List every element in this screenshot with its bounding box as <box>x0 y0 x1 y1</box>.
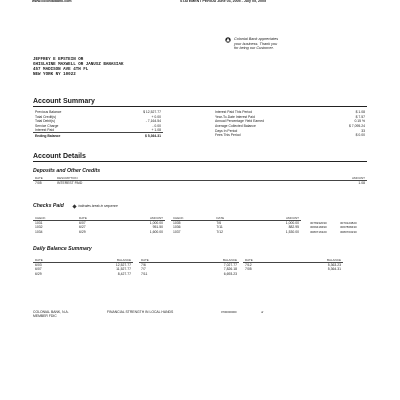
balance-amount: 11,527.77 <box>116 267 131 272</box>
summary-label: Interest Paid This Period <box>215 110 253 115</box>
summary-value: $ 7.57 <box>355 114 365 119</box>
bank-message-line: Colonial Bank appreciates <box>234 37 279 41</box>
check-date: 7/12 <box>216 230 223 235</box>
check-number: 1036 <box>173 225 181 230</box>
check-amount: 951.50 <box>152 225 163 230</box>
deposit-date: 7/05 <box>35 181 42 186</box>
summary-value: $ 5,364.31 <box>109 133 163 138</box>
check-code: 3070123820 <box>340 220 357 225</box>
balance-row <box>243 267 343 272</box>
column-header: BALANCE <box>71 258 133 263</box>
column-header: DATE <box>214 216 249 221</box>
deposits-heading: Deposits and Other Credits <box>33 168 101 174</box>
check-amount: 882.95 <box>288 225 299 230</box>
balance-date: 6/07 <box>35 267 42 272</box>
address-line: GHISLAINE MAXWELL OR JANUSZ BANASIAK <box>33 63 124 67</box>
balance-row <box>139 272 239 277</box>
deposit-row <box>33 181 367 186</box>
footer-slogan: FINANCIAL STRENGTH IN LOCAL HANDS <box>107 310 174 314</box>
mailing-address <box>33 58 123 78</box>
check-row <box>33 230 165 235</box>
summary-label: Ending Balance <box>33 133 109 138</box>
check-row <box>171 230 301 235</box>
bank-message <box>225 37 305 57</box>
column-header: AMOUNT <box>250 216 301 221</box>
check-date: 7/6 <box>216 221 222 226</box>
column-header: CHECK <box>171 216 214 221</box>
footer-code: 0700000000 <box>221 310 237 314</box>
check-amount: 1,000.00 <box>285 221 299 226</box>
summary-label: Annual Percentage Yield Earned <box>215 119 265 124</box>
check-image-codes <box>308 216 368 234</box>
check-amount: 1,530.00 <box>285 230 299 235</box>
column-header: AMOUNT <box>113 216 165 221</box>
daily-balance-table <box>139 258 239 276</box>
summary-value: $ 1.08 <box>355 110 365 115</box>
check-code-row <box>308 230 368 235</box>
checks-paid-title: Checks Paid <box>33 203 64 209</box>
balance-amount: 5,363.23 <box>327 263 341 268</box>
balance-amount: 7,826.18 <box>223 267 237 272</box>
daily-balance-heading: Daily Balance Summary <box>33 246 92 252</box>
balance-amount: 7,027.77 <box>223 263 237 268</box>
summary-value: 33 <box>361 128 365 133</box>
summary-value: + 1.08 <box>151 128 161 133</box>
column-header: DATE <box>139 258 179 263</box>
column-header: BALANCE <box>283 258 343 263</box>
balance-amount: 5,364.31 <box>327 267 341 272</box>
deposits-table <box>33 176 367 185</box>
check-amount: 1,600.00 <box>149 230 163 235</box>
column-header: DESCRIPTION <box>55 176 252 181</box>
summary-value: - 0.00 <box>152 124 161 129</box>
check-code: 3080703230 <box>340 230 357 235</box>
summary-label: Fees This Period <box>215 133 241 138</box>
column-header: DATE <box>77 216 113 221</box>
summary-value: $ 0.00 <box>355 133 365 138</box>
bank-message-line: for being our Customer. <box>234 46 274 51</box>
check-number: 1034 <box>35 230 43 235</box>
balance-date: 6/29 <box>35 272 42 277</box>
check-date: 7/11 <box>216 225 223 230</box>
check-amount: 1,000.00 <box>149 221 163 226</box>
statement-period: STATEMENT PERIOD June 03, 2005 - July 05, 2005 <box>180 0 266 3</box>
summary-label: Previous Balance <box>35 110 62 115</box>
summary-row-ending <box>33 133 163 138</box>
address-line: 457 MADISON AVE 4TH FL <box>33 68 89 72</box>
check-number: 1032 <box>35 225 43 230</box>
check-number: 1037 <box>173 230 181 235</box>
summary-label: Total Debit(s) <box>35 119 55 124</box>
summary-row <box>213 133 367 138</box>
bank-message-line: your business. Thank you <box>234 41 278 46</box>
summary-value: $ 7,095.24 <box>348 124 365 129</box>
summary-value: $ 12,527.77 <box>143 110 161 115</box>
balance-date: 7/11 <box>141 272 148 277</box>
balance-date: 6/03 <box>35 263 42 268</box>
deposit-description: INTEREST PAID <box>57 181 83 186</box>
summary-interest-table <box>213 110 367 138</box>
footer-member-fdic: MEMBER FDIC <box>33 314 57 319</box>
summary-value: - 7,164.54 <box>145 119 161 124</box>
check-number: 1035 <box>173 221 181 226</box>
address-line: JEFFREY E EPSTEIN OR <box>33 58 84 62</box>
checks-table <box>171 216 301 234</box>
summary-label: Total Credit(s) <box>35 114 57 119</box>
check-date: 6/29 <box>79 230 86 235</box>
balance-amount: 6,693.23 <box>223 272 237 277</box>
summary-label: Average Collected Balance <box>215 124 256 129</box>
column-header: BALANCE <box>179 258 239 263</box>
footer-page-indicator: of <box>261 310 264 314</box>
balance-date: 7/05 <box>245 267 252 272</box>
footer-bank-info <box>33 310 69 318</box>
daily-balance-table <box>33 258 133 276</box>
balance-date: 7/12 <box>245 263 252 268</box>
footer-bank-name: COLONIAL BANK, N.A. <box>33 310 69 314</box>
statement-top-bar <box>32 0 368 4</box>
check-date: 6/27 <box>79 225 86 230</box>
bank-website: www.colonialbank.com <box>32 0 72 3</box>
balance-date: 7/6 <box>141 263 146 268</box>
account-summary-heading: Account Summary <box>33 98 367 107</box>
column-header: DATE <box>33 258 71 263</box>
address-line: NEW YORK NY 10022 <box>33 73 76 77</box>
summary-value: 0.15 % <box>354 119 365 124</box>
check-number: 1031 <box>35 221 43 226</box>
summary-label: Year-To-Date Interest Paid <box>215 114 255 119</box>
summary-label: Interest Paid <box>35 128 55 133</box>
balance-date: 7/7 <box>141 267 146 272</box>
summary-label: Days In Period <box>215 128 238 133</box>
balance-row <box>33 272 133 277</box>
checks-table <box>33 216 165 234</box>
deposit-amount: 1.08 <box>358 181 365 186</box>
balance-amount: 8,427.77 <box>117 272 131 277</box>
account-details-heading: Account Details <box>33 153 367 162</box>
balance-amount: 12,527.77 <box>115 263 131 268</box>
check-date: 6/07 <box>79 221 86 226</box>
summary-balances-table <box>33 110 163 138</box>
column-header: AMOUNT <box>252 176 367 181</box>
check-code: 3069418490 <box>310 225 327 230</box>
colonial-bank-logo-icon <box>225 37 231 43</box>
column-header: DATE <box>243 258 283 263</box>
daily-balance-table <box>243 258 343 272</box>
check-code: 3076932030 <box>310 220 327 225</box>
sequence-break-icon <box>73 204 77 208</box>
checks-paid-heading <box>33 203 367 209</box>
sequence-break-note: indicates break in sequence <box>78 204 118 208</box>
column-header: DATE <box>33 176 55 181</box>
summary-value: + 0.00 <box>151 114 161 119</box>
check-code: 3080716320 <box>310 230 327 235</box>
column-header: CHECK <box>33 216 77 221</box>
check-code: 3067868430 <box>340 225 357 230</box>
summary-label: Service Charge <box>35 124 59 129</box>
